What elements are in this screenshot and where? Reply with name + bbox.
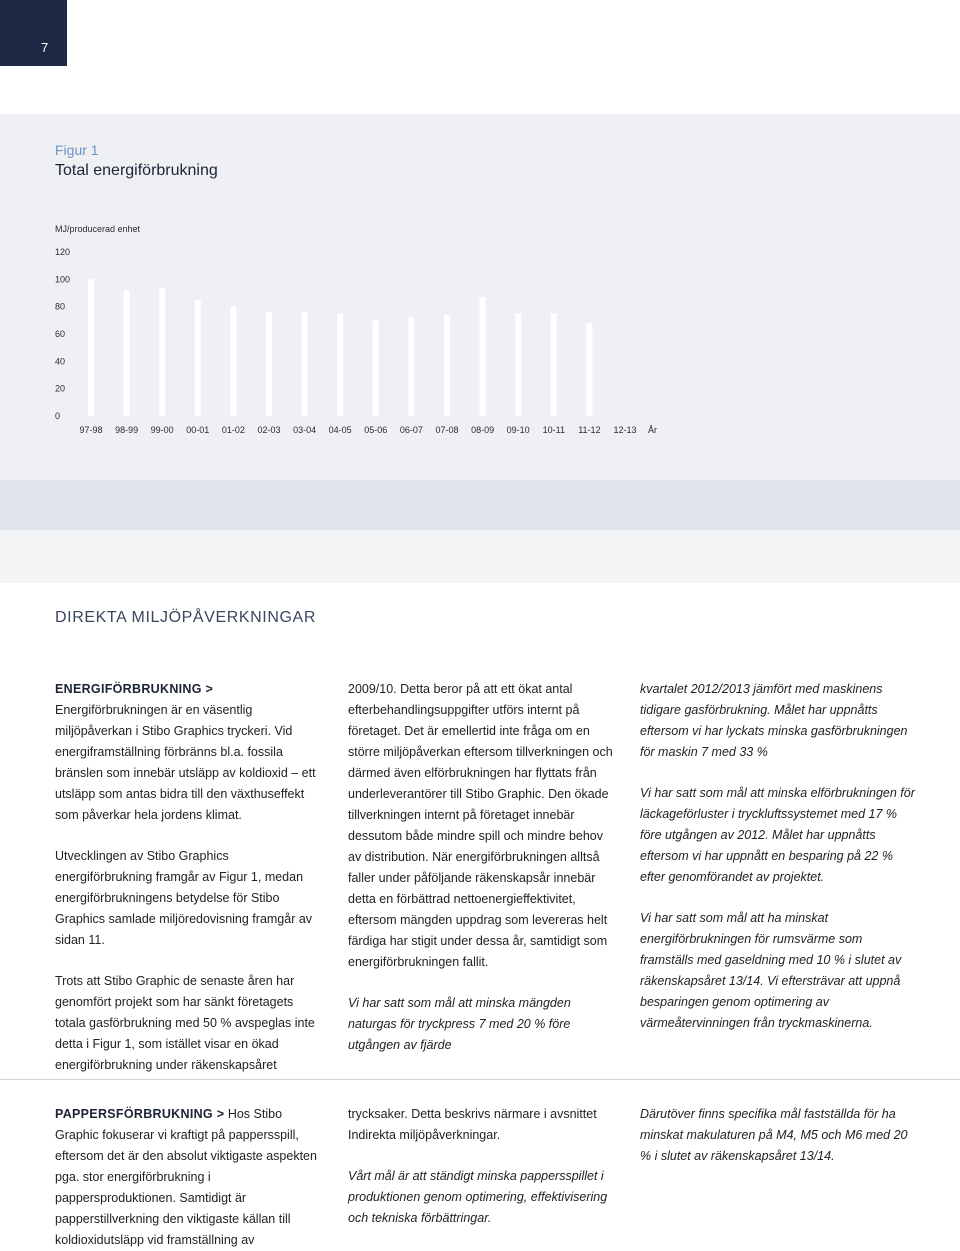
y-axis-unit-label: MJ/producerad enhet [55,224,141,234]
y-tick-label: 40 [55,356,66,367]
bar-10-11 [551,314,557,417]
decorative-band-dark [0,480,960,530]
x-tick-label: 08-09 [471,425,495,435]
energy-column-3 [640,679,915,1034]
section-heading: DIREKTA MILJÖPÅVERKNINGAR [55,609,316,626]
energy-column-2 [348,679,616,1056]
bar-00-01 [195,300,201,416]
bar-01-02 [230,307,236,416]
y-tick-label: 80 [55,301,66,312]
x-tick-label: 06-07 [399,425,423,435]
paper-column-1 [55,1104,325,1251]
energy-goal-naturgas: Vi har satt som mål att minska mängden naturgas för tryckpress 7 med 20 % före utgången av fjärde [348,996,571,1052]
bar-09-10 [515,314,521,417]
y-tick-label: 0 [55,411,61,421]
x-tick-label: 97-98 [79,425,103,435]
paper-runin: PAPPERSFÖRBRUKNING > [55,1107,225,1121]
y-tick-label: 20 [55,383,66,394]
energy-bar-chart [0,210,960,450]
paper-paragraph-2: trycksaker. Detta beskrivs närmare i avsnittet Indirekta miljöpåverkningar. [348,1107,597,1142]
bar-11-12 [586,323,592,416]
x-tick-label: 05-06 [364,425,388,435]
figure-title: Total energiförbrukning [55,162,218,179]
energy-goal-tryckluft: Vi har satt som mål att minska elförbrukningen för läckageförluster i tryckluftssystemet med 17 % före utgången av 2012. Målet har uppnåtts eftersom vi har uppnått en besparing på 22 % efter genomförandet av projektet. [640,786,915,884]
x-tick-label: 00-01 [186,425,210,435]
x-tick-label: 10-11 [542,425,565,435]
energy-paragraph-4: 2009/10. Detta beror på att ett ökat antal efterbehandlingsuppgifter utförs internt på företaget. Det är emellertid inte fråga om en större miljöpåverkan eftersom tillverkningen och därmed även elförbrukningen har flyttats från underleverantörer till Stibo Graphic. Den ökade tillverkningen internt på företaget innebär dessutom både mindre spill och mindre behov av distribution. När energiförbrukningen alltså faller under påföljande räkenskapsår innebär detta en förbättrad nettoenergieffektivitet, eftersom mängden uppdrag som levereras helt färdiga har stigit under dessa år, samtidigt som energiförbrukningen fallit. [348,682,613,969]
x-tick-label: 03-04 [293,425,317,435]
section-divider [0,1079,960,1080]
bar-02-03 [266,312,272,416]
energy-goal-result: kvartalet 2012/2013 jämfört med maskinens tidigare gasförbrukning. Målet har uppnåtts eftersom vi har lyckats minska gasförbrukningen för maskin 7 med 33 % [640,682,908,759]
bar-99-00 [159,288,165,416]
x-tick-label: 99-00 [150,425,174,435]
bar-08-09 [480,297,486,416]
x-tick-label: 02-03 [257,425,281,435]
x-tick-label: 01-02 [221,425,245,435]
energy-paragraph-2: Utvecklingen av Stibo Graphics energiförbrukning framgår av Figur 1, medan energiförbrukningens betydelse för Stibo Graphics samlade miljöredovisning framgår av sidan 11. [55,849,313,947]
decorative-band-light [0,530,960,583]
bar-03-04 [302,312,308,416]
paper-column-2 [348,1104,616,1229]
x-tick-label: 04-05 [328,425,352,435]
bar-97-98 [88,279,94,416]
figure-kicker: Figur 1 [55,142,99,158]
paper-goal-makulatur: Därutöver finns specifika mål fastställda för ha minskat makulaturen på M4, M5 och M6 med 20 % i slutet av räkenskapsåret 13/14. [640,1107,908,1163]
bar-98-99 [124,290,130,416]
y-tick-label: 100 [55,274,71,285]
x-tick-label: 07-08 [435,425,459,435]
paper-column-3 [640,1104,915,1167]
x-tick-label: 09-10 [506,425,530,435]
x-tick-label: 98-99 [115,425,139,435]
energy-goal-rumsvarme: Vi har satt som mål att ha minskat energiförbrukningen för rumsvärme som framställs med gaseldning med 10 % i slutet av räkenskapsåret 13/14. Vi eftersträvar att uppnå besparingen genom optimering av värmeåtervinningen från tryckmaskinerna. [640,911,902,1030]
bar-05-06 [373,320,379,416]
bar-07-08 [444,315,450,416]
energy-paragraph-1: ENERGIFÖRBRUKNING > Energiförbrukningen är en väsentlig miljöpåverkan i Stibo Graphics tryckeri. Vid energiframställning förbränns bl.a. fossila bränslen som innebär utsläpp av koldioxid – ett utsläpp som antas bidra till den växthuseffekt som påverkar hela jordens klimat. [55,682,316,822]
y-tick-label: 60 [55,329,66,339]
energy-paragraph-3: Trots att Stibo Graphic de senaste åren har genomfört projekt som har sänkt företagets totala gasförbrukning med 50 % avspeglas inte detta i Figur 1, som istället visar en ökad energiförbrukning under räkenskapsåret [55,974,315,1072]
x-tick-label: 11-12 [578,425,601,435]
paper-paragraph-1: PAPPERSFÖRBRUKNING > Hos Stibo Graphic fokuserar vi kraftigt på pappersspill, eftersom det är den absolut viktigaste aspekten pga. stor energiförbrukning i pappersproduktionen. Samtidigt är papperstillverkning den viktigaste källan till koldioxidutsläpp vid framställning av [55,1107,317,1247]
energy-column-1 [55,679,325,1076]
page-number-tab [0,0,67,66]
bar-06-07 [408,318,414,416]
x-tick-label: 12-13 [613,425,637,435]
x-axis-label: År [648,425,657,435]
paper-goal: Vårt mål är att ständigt minska pappersspillet i produktionen genom optimering, effektivisering och tekniska förbättringar. [348,1169,608,1225]
page-number: 7 [41,40,49,55]
bar-04-05 [337,314,343,417]
energy-runin: ENERGIFÖRBRUKNING > [55,682,214,696]
y-tick-label: 120 [55,247,71,257]
